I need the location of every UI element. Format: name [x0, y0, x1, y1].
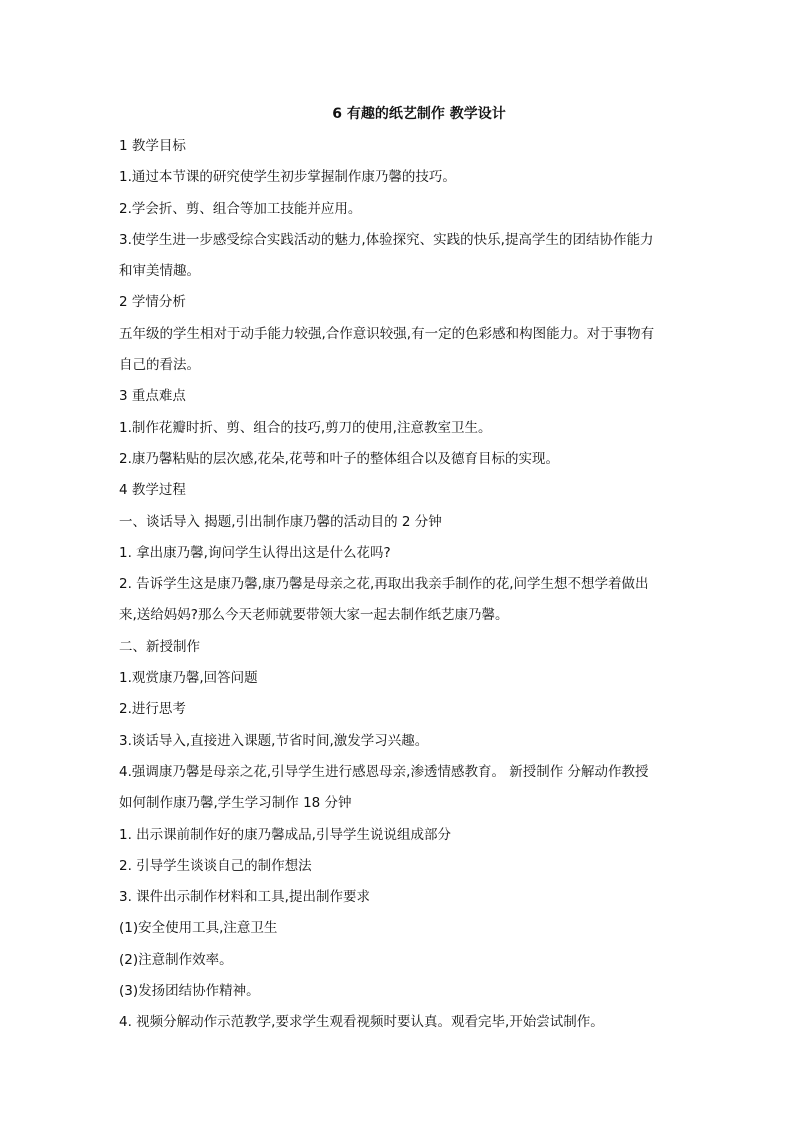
paragraph-line: 五年级的学生相对于动手能力较强,合作意识较强,有一定的色彩感和构图能力。对于事物有: [119, 325, 655, 342]
paragraph-line: 如何制作康乃馨,学生学习制作 18 分钟: [119, 795, 352, 812]
paragraph-line: 1.观赏康乃馨,回答问题: [119, 670, 258, 687]
paragraph-line: 3.使学生进一步感受综合实践活动的魅力,体验探究、实践的快乐,提高学生的团结协作能力: [119, 231, 654, 248]
paragraph-line: 1. 拿出康乃馨,询问学生认得出这是什么花吗?: [119, 544, 391, 561]
paragraph-line: (1)安全使用工具,注意卫生: [119, 920, 278, 937]
heading-teaching-process: 4 教学过程: [119, 482, 186, 499]
paragraph-line: 和审美情趣。: [119, 263, 200, 280]
paragraph-line: 2.学会折、剪、组合等加工技能并应用。: [119, 200, 362, 217]
paragraph-line: (3)发扬团结协作精神。: [119, 983, 260, 1000]
heading-key-difficulties: 3 重点难点: [119, 388, 186, 405]
paragraph-line: 2.康乃馨粘贴的层次感,花朵,花萼和叶子的整体组合以及德育目标的实现。: [119, 450, 559, 467]
document-page: [119, 101, 679, 1039]
subheading-intro: 一、谈话导入 揭题,引出制作康乃馨的活动目的 2 分钟: [119, 513, 442, 530]
paragraph-line: 2. 告诉学生这是康乃馨,康乃馨是母亲之花,再取出我亲手制作的花,问学生想不想学着做出: [119, 576, 649, 593]
paragraph-line: (2)注意制作效率。: [119, 951, 233, 968]
paragraph-line: 3.谈话导入,直接进入课题,节省时间,激发学习兴趣。: [119, 732, 429, 749]
subheading-new-lesson: 二、新授制作: [119, 638, 200, 655]
paragraph-line: 3. 课件出示制作材料和工具,提出制作要求: [119, 889, 370, 906]
paragraph-line: 2.进行思考: [119, 701, 186, 718]
paragraph-line: 4.强调康乃馨是母亲之花,引导学生进行感恩母亲,渗透情感教育。 新授制作 分解动作教授: [119, 763, 649, 780]
paragraph-line: 1. 出示课前制作好的康乃馨成品,引导学生说说组成部分: [119, 826, 451, 843]
paragraph-line: 1.制作花瓣时折、剪、组合的技巧,剪刀的使用,注意教室卫生。: [119, 419, 492, 436]
paragraph-line: 自己的看法。: [119, 357, 200, 374]
paragraph-line: 4. 视频分解动作示范教学,要求学生观看视频时要认真。观看完毕,开始尝试制作。: [119, 1014, 604, 1031]
document-body: [119, 131, 679, 1039]
paragraph-line: 2. 引导学生谈谈自己的制作想法: [119, 857, 312, 874]
heading-teaching-goals: 1 教学目标: [119, 138, 186, 154]
paragraph-line: 1.通过本节课的研究使学生初步掌握制作康乃馨的技巧。: [119, 169, 456, 186]
paragraph-line: 来,送给妈妈?那么今天老师就要带领大家一起去制作纸艺康乃馨。: [119, 607, 509, 624]
document-title: 6 有趣的纸艺制作 教学设计: [332, 106, 506, 122]
heading-student-analysis: 2 学情分析: [119, 294, 186, 311]
